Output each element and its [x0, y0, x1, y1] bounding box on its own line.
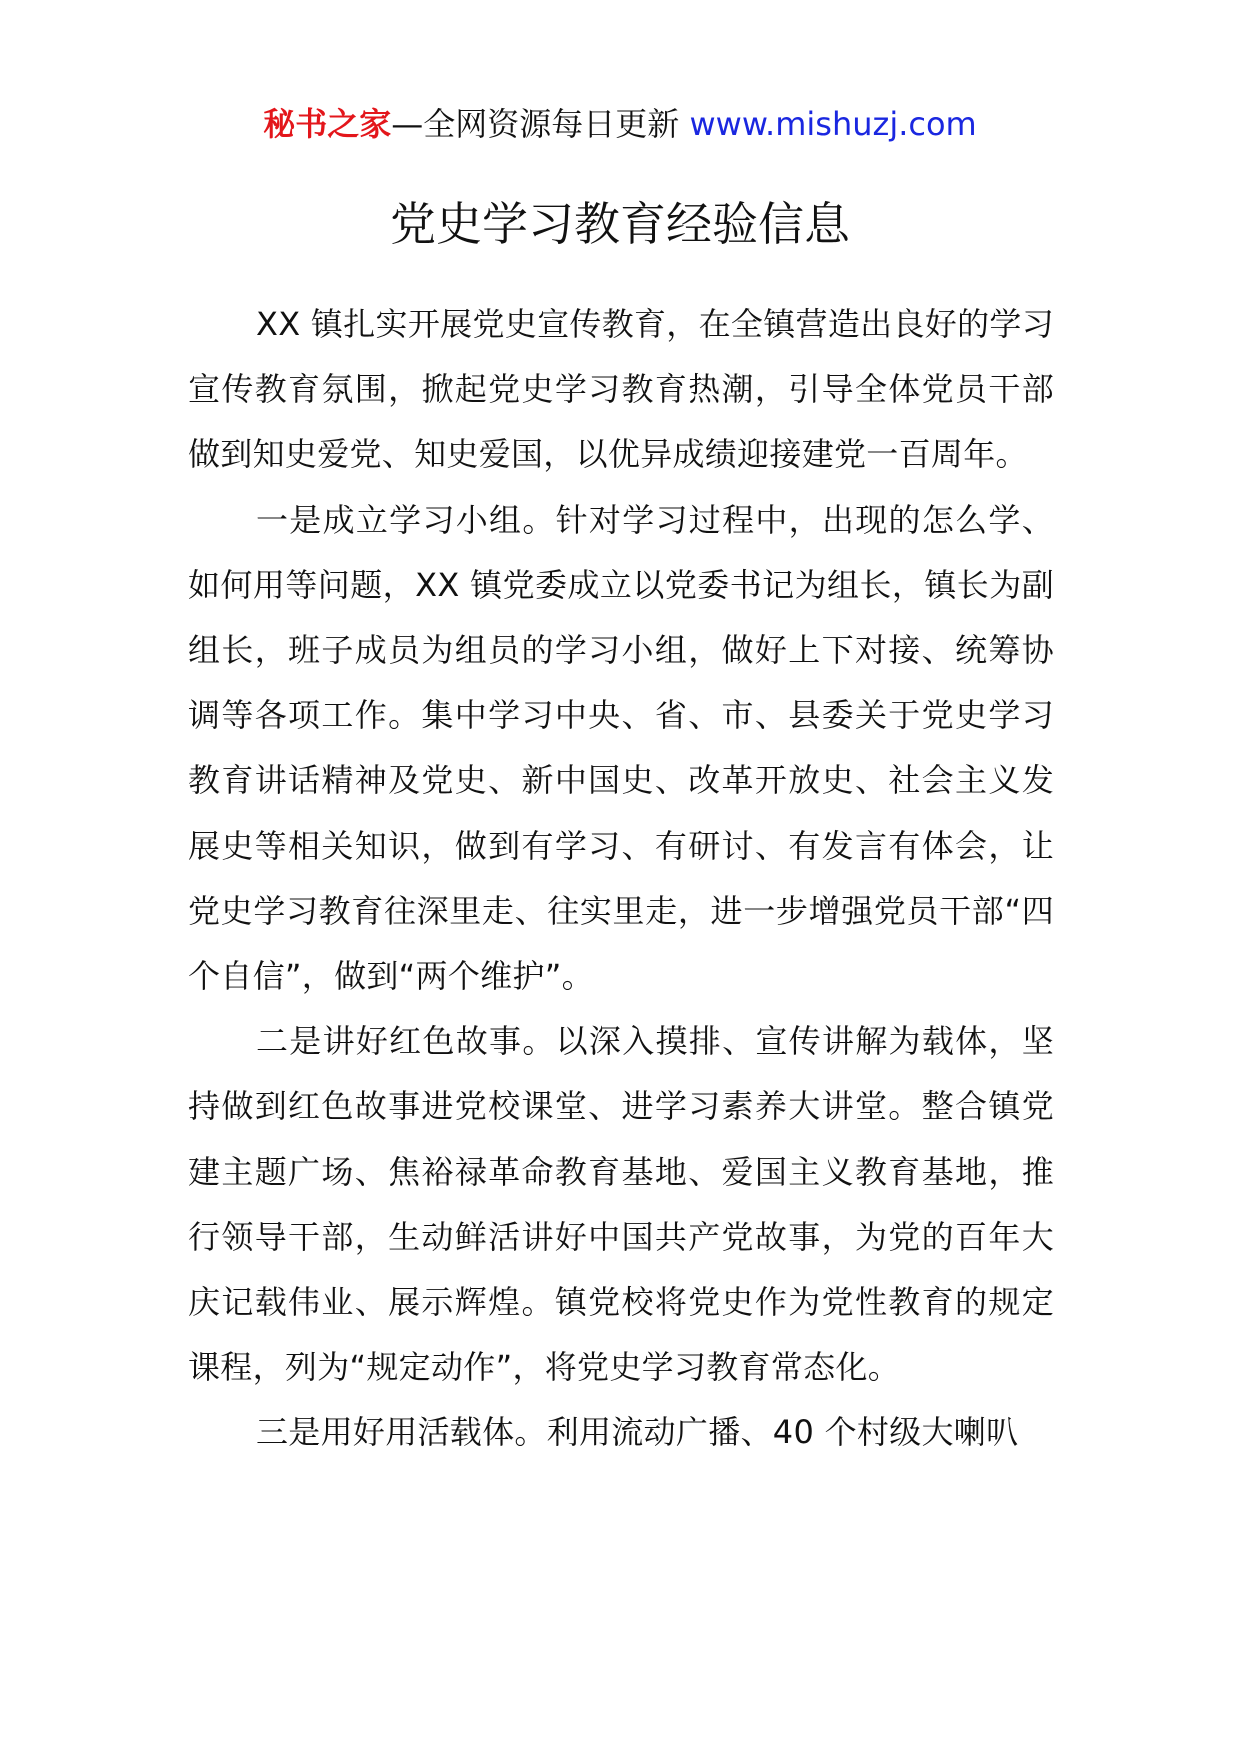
site-url-link[interactable]: www.mishuzj.com: [689, 105, 977, 143]
document-title: 党史学习教育经验信息: [390, 197, 850, 251]
header-tagline: —全网资源每日更新: [391, 105, 690, 143]
paragraph-carriers: 三是用好用活载体。利用流动广播、40 个村级大喇叭: [256, 1413, 1019, 1452]
paragraph-study-group: 一是成立学习小组。针对学习过程中，出现的怎么学、如何用等问题，XX 镇党委成立以党委书记为组长，镇长为副组长，班子成员为组员的学习小组，做好上下对接、统筹协调等各项工作。集中学习中央、省、市、县委关于党史学习教育讲话精神及党史、新中国史、改革开放史、社会主义发展史等相关知识，做到有学习、有研讨、有发言有体会，让党史学习教育往深里走、往实里走，进一步增强党员干部“四个自信”，做到“两个维护”。: [188, 500, 1054, 996]
site-header: [0, 100, 1240, 148]
brand-name: 秘书之家: [263, 105, 392, 143]
intro-paragraph: XX 镇扎实开展党史宣传教育，在全镇营造出良好的学习宣传教育氛围，掀起党史学习教育热潮，引导全体党员干部做到知史爱党、知史爱国，以优异成绩迎接建党一百周年。: [188, 305, 1054, 474]
document-body: [188, 292, 1054, 1466]
paragraph-red-stories: 二是讲好红色故事。以深入摸排、宣传讲解为载体，坚持做到红色故事进党校课堂、进学习素养大讲堂。整合镇党建主题广场、焦裕禄革命教育基地、爱国主义教育基地，推行领导干部，生动鲜活讲好中国共产党故事，为党的百年大庆记载伟业、展示辉煌。镇党校将党史作为党性教育的规定课程，列为“规定动作”，将党史学习教育常态化。: [188, 1022, 1054, 1387]
